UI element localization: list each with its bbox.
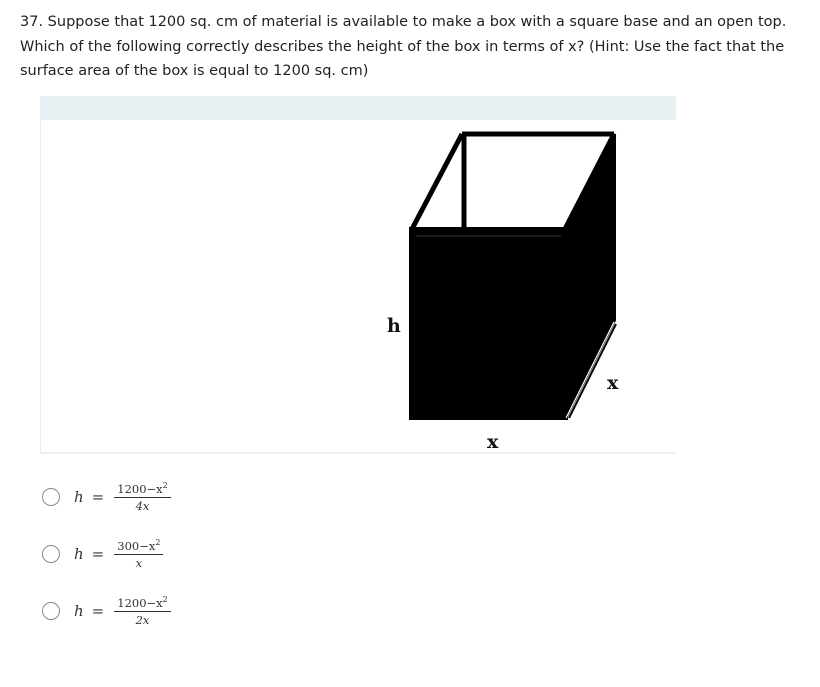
numerator-exponent: 2 bbox=[155, 537, 161, 547]
fraction-denominator: x bbox=[135, 555, 143, 570]
numerator-exponent: 2 bbox=[162, 594, 168, 604]
fraction-denominator: 2x bbox=[135, 612, 150, 627]
formula-fraction bbox=[114, 596, 170, 627]
numerator-exponent: 2 bbox=[162, 480, 168, 490]
fraction-numerator bbox=[114, 482, 170, 498]
numerator-text: 300−x bbox=[117, 538, 156, 553]
answer-option-1[interactable] bbox=[42, 480, 171, 513]
formula-equals: = bbox=[91, 545, 105, 563]
formula-equals: = bbox=[91, 602, 105, 620]
depth-label: x bbox=[607, 372, 619, 394]
formula-fraction bbox=[114, 482, 170, 513]
formula-equals: = bbox=[91, 488, 105, 506]
box-top-left-diagonal bbox=[412, 134, 462, 229]
radio-button[interactable] bbox=[42, 545, 60, 563]
formula-lhs: h bbox=[74, 602, 84, 620]
answer-option-2[interactable] bbox=[42, 537, 163, 570]
radio-button[interactable] bbox=[42, 602, 60, 620]
height-label: h bbox=[387, 315, 401, 337]
box-front-face bbox=[411, 229, 566, 418]
question-text: 37. Suppose that 1200 sq. cm of material is available to make a box with a square base and an open top. Which of the following correctly describes the height of the box in terms of x? (Hint: Use the fact that the surface area of the box is equal to 1200 sq. cm) bbox=[20, 14, 787, 79]
answer-option-3[interactable] bbox=[42, 594, 171, 627]
answer-formula bbox=[74, 596, 171, 627]
fraction-denominator: 4x bbox=[135, 498, 150, 513]
formula-fraction bbox=[114, 539, 163, 570]
radio-button[interactable] bbox=[42, 488, 60, 506]
fraction-numerator bbox=[114, 596, 170, 612]
base-label: x bbox=[487, 431, 499, 453]
formula-lhs: h bbox=[74, 545, 84, 563]
formula-lhs: h bbox=[74, 488, 84, 506]
answer-formula bbox=[74, 539, 163, 570]
fraction-numerator bbox=[114, 539, 163, 555]
numerator-text: 1200−x bbox=[117, 595, 163, 610]
answer-formula bbox=[74, 482, 171, 513]
numerator-text: 1200−x bbox=[117, 481, 163, 496]
